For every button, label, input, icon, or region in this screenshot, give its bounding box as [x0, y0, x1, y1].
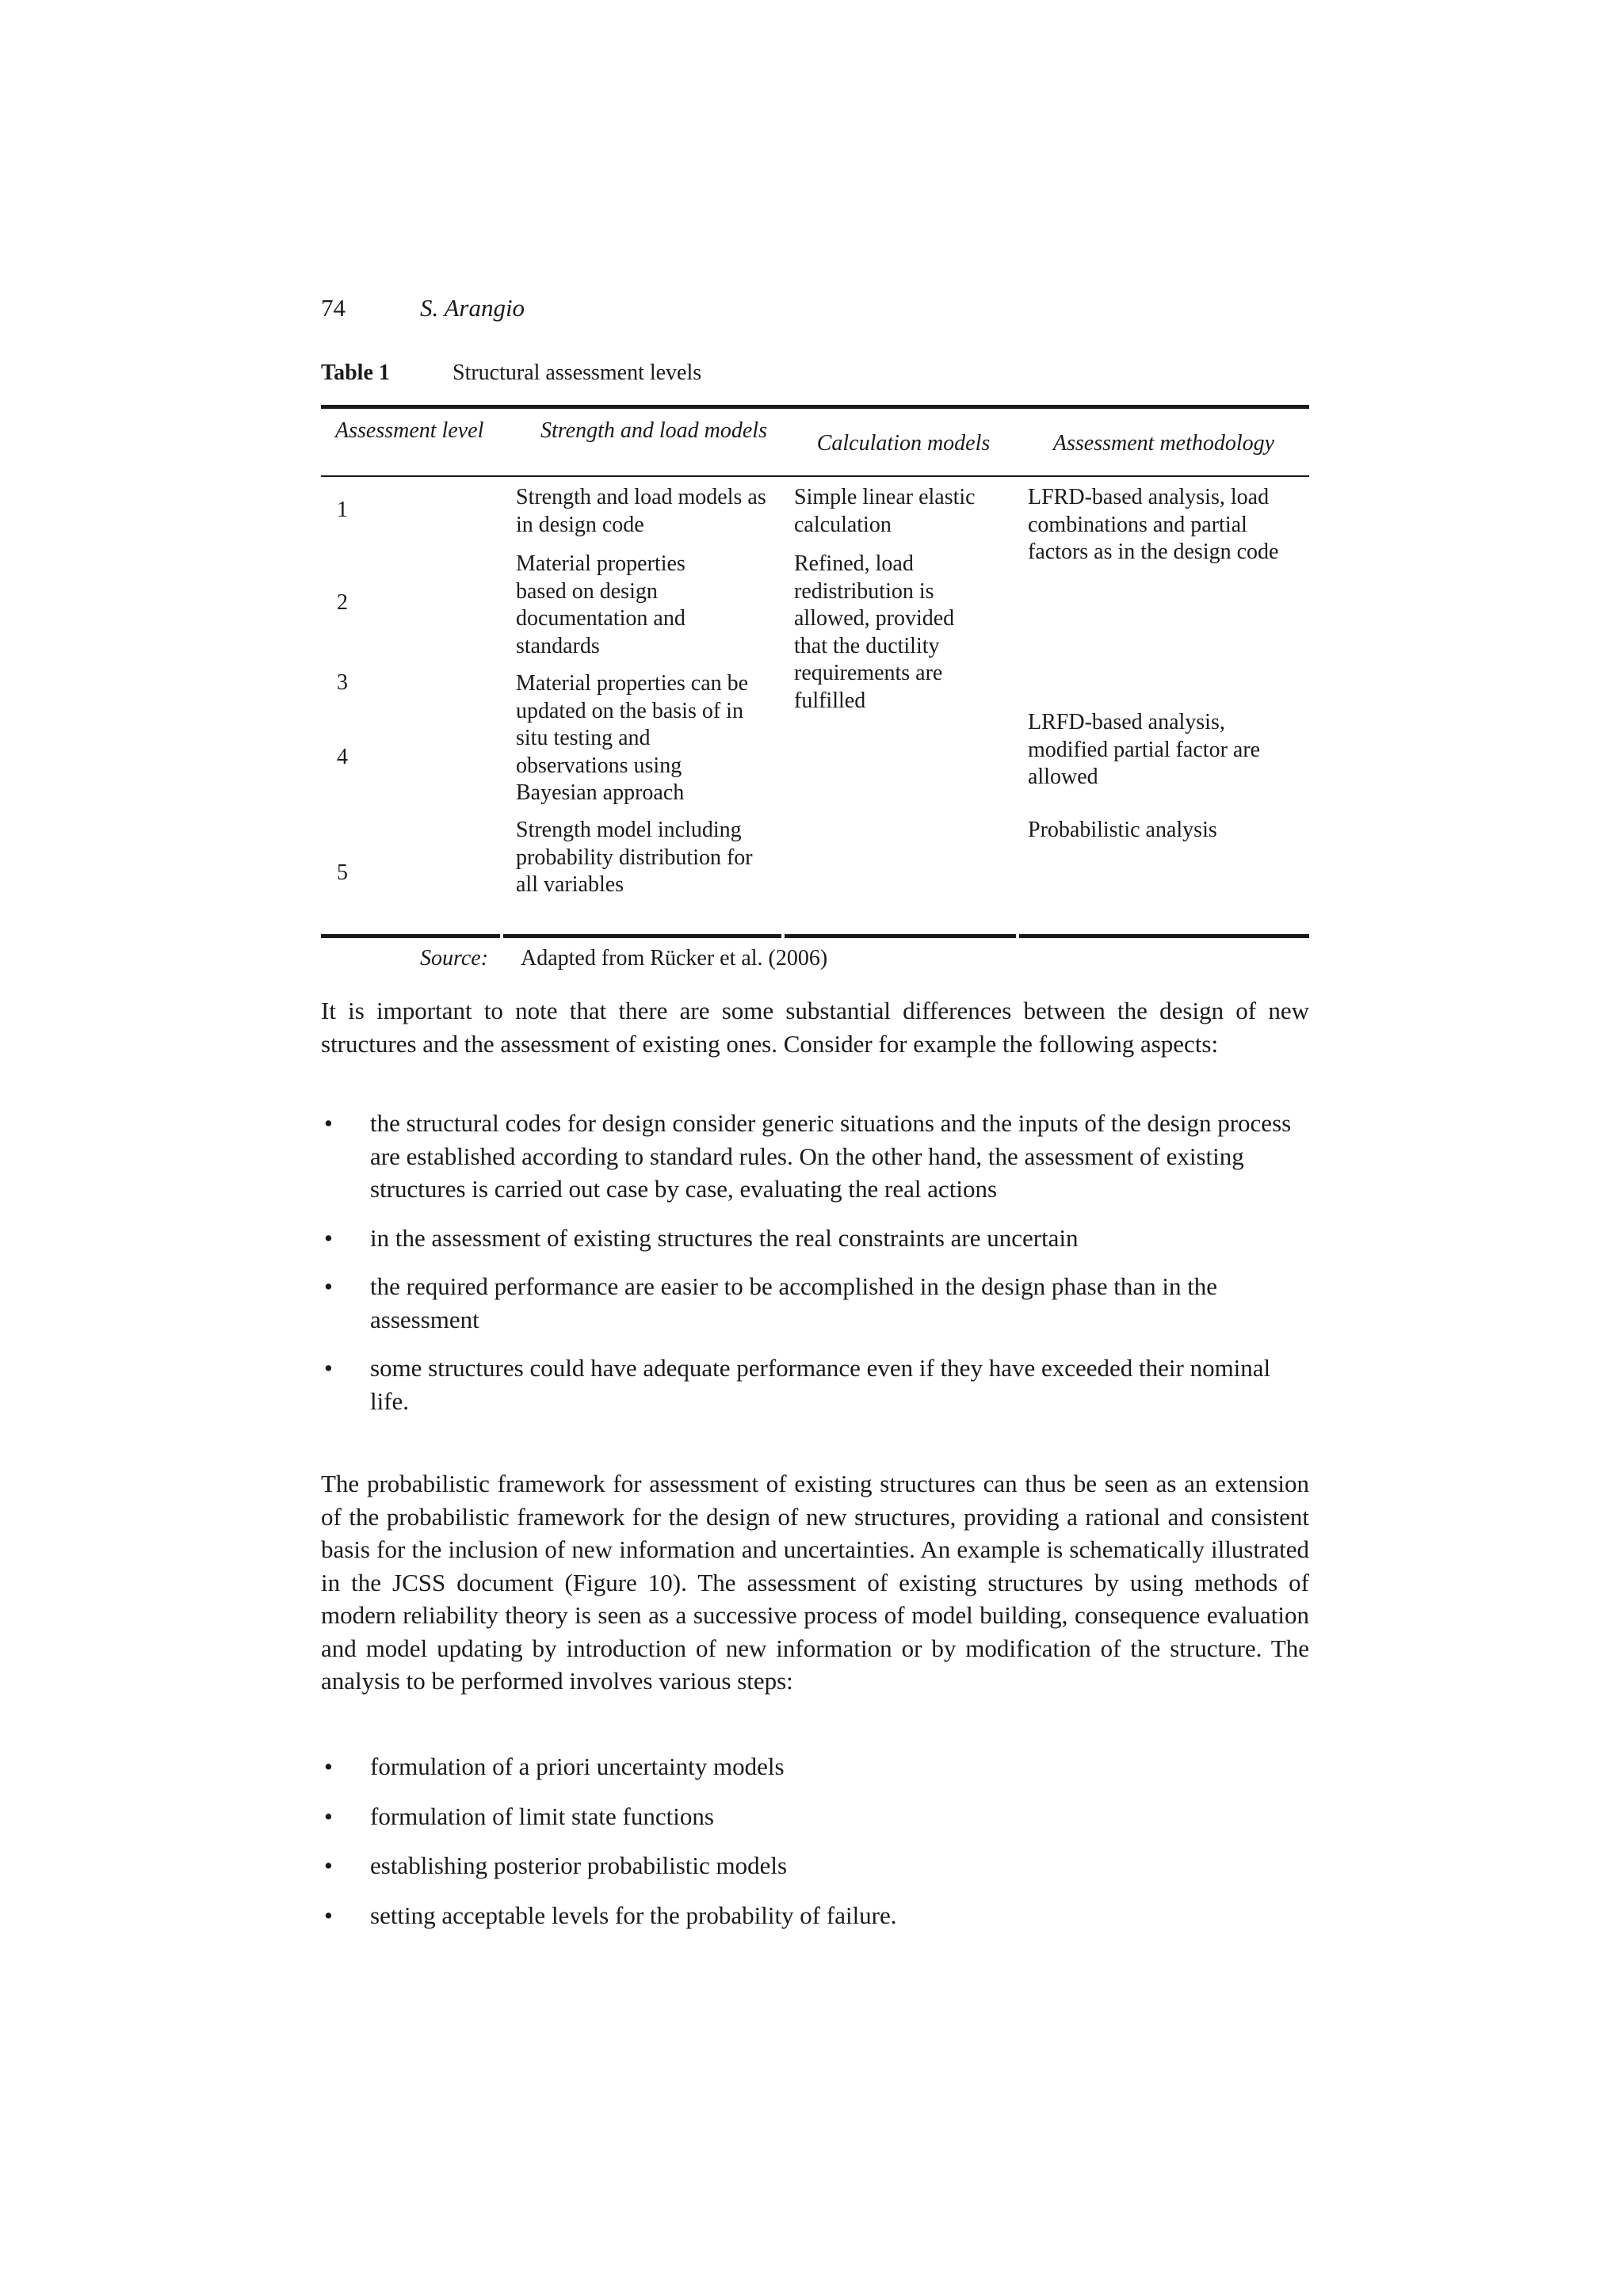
methodology-1-2: LFRD-based analysis, load combinations and partial factors as in the design code — [1028, 485, 1279, 564]
list-item — [321, 1270, 1309, 1336]
bullet-icon: • — [324, 1223, 333, 1252]
list-item — [321, 1107, 1309, 1206]
steps-list — [321, 1750, 1309, 1932]
bullet-icon: • — [324, 1354, 333, 1382]
table-bottom-rule-segment — [785, 934, 1016, 938]
level-2: 2 — [337, 590, 348, 615]
col-header-calculation-models: Calculation models — [816, 431, 991, 456]
list-item — [321, 1750, 1309, 1783]
framework-paragraph: The probabilistic framework for assessment of existing structures can thus be seen as an extension of the probabilistic framework for the design of new structures, providing a rational and consistent basis for the inclusion of new information and uncertainties. An example is schematically illustrated in the JCSS document (Figure 10). The assessment of existing structures by using methods of modern reliability theory is seen as a successive process of model building, consequence evaluation and model updating by introduction of new information or by modification of the structure. The analysis to be performed involves various steps: — [321, 1470, 1309, 1695]
strength-model-5: Strength model including probability distribution for all variables — [516, 818, 753, 897]
step-text: formulation of a priori uncertainty models — [370, 1753, 785, 1780]
step-text: setting acceptable levels for the probability of failure. — [370, 1901, 897, 1929]
col-header-strength-models: Strength and load models — [540, 418, 767, 443]
strength-model-1: Strength and load models as in design code — [516, 485, 766, 537]
methodology-3-4: LRFD-based analysis, modified partial factor are allowed — [1028, 710, 1261, 789]
table-caption: Structural assessment levels — [453, 360, 702, 385]
calculation-model-1: Simple linear elastic calculation — [794, 485, 976, 537]
list-item — [321, 1222, 1309, 1255]
calculation-model-2-5: Refined, load redistribution is allowed, provided that the ductility requirements are fulfilled — [794, 551, 955, 713]
step-text: formulation of limit state functions — [370, 1802, 714, 1830]
table-bottom-rule-segment — [1019, 934, 1309, 938]
aspect-text: the structural codes for design consider generic situations and the inputs of the design process are established according to standard rules. On the other hand, the assessment of existing structures is carried out case by case, evaluating the real actions — [370, 1109, 1292, 1203]
bullet-icon: • — [324, 1802, 333, 1830]
list-item — [321, 1899, 1309, 1932]
source-text: Adapted from Rücker et al. (2006) — [521, 946, 828, 971]
strength-model-3-4: Material properties can be updated on the basis of in situ testing and observations using Bayesian approach — [516, 671, 749, 805]
methodology-5: Probabilistic analysis — [1028, 818, 1217, 842]
bullet-icon: • — [324, 1852, 333, 1879]
table-header-rule — [321, 475, 1309, 477]
page-number: 74 — [321, 294, 346, 322]
level-5: 5 — [337, 860, 348, 885]
aspects-list — [321, 1107, 1309, 1417]
col-header-assessment-level: Assessment level — [335, 418, 484, 443]
table-top-rule — [321, 405, 1309, 409]
col-header-assessment-methodology: Assessment methodology — [1052, 431, 1275, 456]
level-1: 1 — [337, 498, 348, 522]
aspect-text: in the assessment of existing structures the real constraints are uncertain — [370, 1223, 1079, 1252]
bullet-icon: • — [324, 1753, 333, 1780]
assessment-levels-table — [321, 405, 1309, 939]
level-3: 3 — [337, 670, 348, 695]
list-item — [321, 1849, 1309, 1882]
bullet-icon: • — [324, 1109, 333, 1137]
table-label: Table 1 — [321, 360, 390, 385]
bullet-icon: • — [324, 1901, 333, 1929]
table-bottom-rule — [321, 934, 500, 938]
source-label: Source: — [420, 946, 489, 971]
strength-model-2: Material properties based on design documentation and standards — [516, 551, 685, 658]
step-text: establishing posterior probabilistic models — [370, 1852, 788, 1879]
level-4: 4 — [337, 745, 348, 769]
bullet-icon: • — [324, 1272, 333, 1300]
aspect-text: the required performance are easier to be accomplished in the design phase than in the assessment — [370, 1272, 1218, 1333]
aspect-text: some structures could have adequate performance even if they have exceeded their nominal life. — [370, 1354, 1271, 1415]
intro-paragraph: It is important to note that there are some substantial differences between the design of new structures and the assessment of existing ones. Consider for example the following aspects: — [321, 997, 1309, 1058]
table-bottom-rule-segment — [503, 934, 781, 938]
running-author: S. Arangio — [420, 294, 525, 322]
list-item — [321, 1352, 1309, 1417]
list-item — [321, 1800, 1309, 1833]
